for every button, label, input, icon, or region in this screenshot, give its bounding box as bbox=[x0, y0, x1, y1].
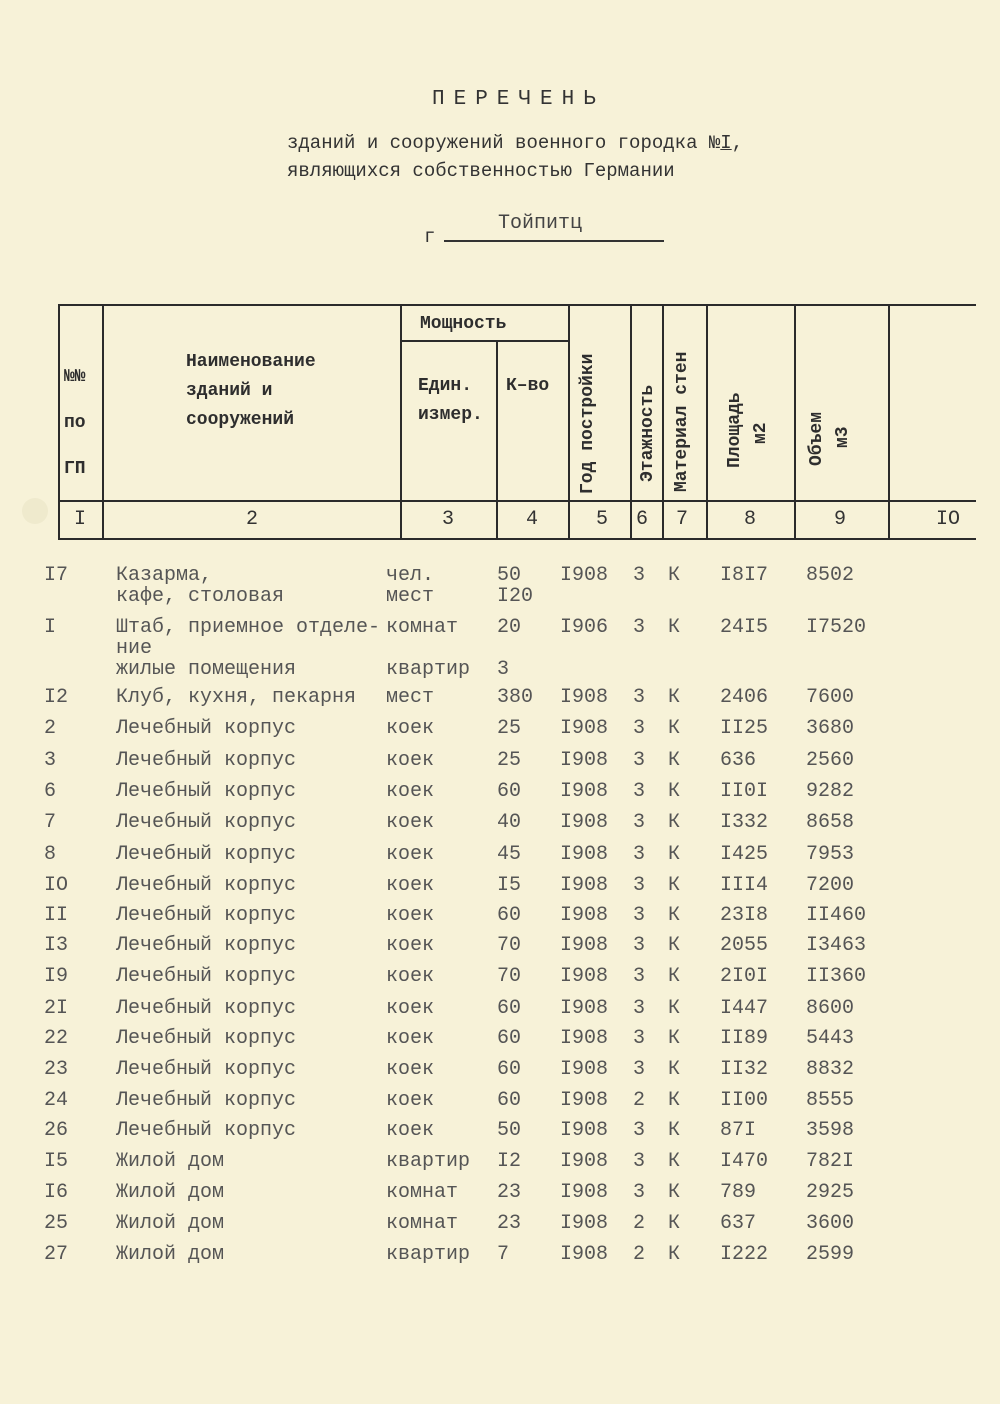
punch-hole bbox=[22, 498, 48, 524]
area-m2: I332 bbox=[720, 811, 769, 834]
volume-m3: II460 bbox=[806, 904, 867, 927]
building-name: Лечебный корпус bbox=[116, 997, 297, 1020]
area-m2: 2I0I bbox=[720, 965, 769, 988]
column-divider bbox=[706, 304, 708, 538]
year-built: I908 bbox=[560, 686, 609, 709]
volume-m3: 8555 bbox=[806, 1089, 855, 1112]
unit-of-measure: комнат bbox=[386, 1181, 459, 1204]
wall-material: К bbox=[668, 1212, 681, 1235]
row-number: 2 bbox=[44, 717, 57, 740]
unit-of-measure-continued: квартир bbox=[386, 658, 471, 681]
header-area-unit: м2 bbox=[751, 422, 771, 444]
area-m2: II25 bbox=[720, 717, 769, 740]
volume-m3: 8600 bbox=[806, 997, 855, 1020]
column-divider bbox=[888, 304, 890, 538]
unit-of-measure: коек bbox=[386, 1119, 435, 1142]
unit-of-measure: квартир bbox=[386, 1243, 471, 1266]
row-number: 27 bbox=[44, 1243, 69, 1266]
quantity: 60 bbox=[497, 997, 522, 1020]
floor-count: 3 bbox=[633, 1119, 646, 1142]
area-m2: II00 bbox=[720, 1089, 769, 1112]
area-m2: 24I5 bbox=[720, 616, 769, 639]
area-m2: II89 bbox=[720, 1027, 769, 1050]
row-number: 22 bbox=[44, 1027, 69, 1050]
area-m2: 789 bbox=[720, 1181, 757, 1204]
area-m2: 636 bbox=[720, 749, 757, 772]
column-divider bbox=[662, 304, 664, 538]
unit-of-measure: чел. bbox=[386, 564, 435, 587]
year-built: I908 bbox=[560, 1119, 609, 1142]
row-number: I3 bbox=[44, 934, 69, 957]
wall-material: К bbox=[668, 997, 681, 1020]
building-name-continued: жилые помещения bbox=[116, 658, 297, 681]
volume-m3: II360 bbox=[806, 965, 867, 988]
header-num-line: ГП bbox=[64, 459, 86, 479]
wall-material: К bbox=[668, 749, 681, 772]
quantity: 60 bbox=[497, 904, 522, 927]
unit-of-measure: коек bbox=[386, 780, 435, 803]
area-m2: III4 bbox=[720, 874, 769, 897]
volume-m3: 2560 bbox=[806, 749, 855, 772]
floor-count: 2 bbox=[633, 1212, 646, 1235]
header-unit-line: Един. bbox=[418, 376, 473, 396]
header-capacity: Мощность bbox=[420, 314, 507, 334]
building-name: Лечебный корпус bbox=[116, 874, 297, 897]
floor-count: 3 bbox=[633, 997, 646, 1020]
wall-material: К bbox=[668, 1150, 681, 1173]
row-number: I5 bbox=[44, 1150, 69, 1173]
row-number: 23 bbox=[44, 1058, 69, 1081]
volume-m3: 3600 bbox=[806, 1212, 855, 1235]
quantity: 23 bbox=[497, 1181, 522, 1204]
unit-of-measure: коек bbox=[386, 811, 435, 834]
header-unit-line: измер. bbox=[418, 405, 483, 425]
header-area bbox=[722, 392, 774, 468]
wall-material: К bbox=[668, 564, 681, 587]
wall-material: К bbox=[668, 843, 681, 866]
volume-m3: I3463 bbox=[806, 934, 867, 957]
quantity: 70 bbox=[497, 965, 522, 988]
unit-of-measure: коек bbox=[386, 904, 435, 927]
wall-material: К bbox=[668, 811, 681, 834]
year-built: I908 bbox=[560, 1150, 609, 1173]
year-built: I908 bbox=[560, 874, 609, 897]
header-volume bbox=[804, 412, 856, 466]
row-number: I2 bbox=[44, 686, 69, 709]
unit-of-measure: коек bbox=[386, 934, 435, 957]
column-divider bbox=[400, 304, 402, 538]
floor-count: 3 bbox=[633, 749, 646, 772]
quantity: 25 bbox=[497, 749, 522, 772]
row-number: IO bbox=[44, 874, 69, 897]
building-name: Жилой дом bbox=[116, 1181, 225, 1204]
volume-m3: 8658 bbox=[806, 811, 855, 834]
header-name-line: зданий и bbox=[186, 381, 273, 401]
column-number: I bbox=[74, 508, 87, 531]
volume-m3: 2599 bbox=[806, 1243, 855, 1266]
building-name-continued: ние bbox=[116, 637, 153, 660]
wall-material: К bbox=[668, 874, 681, 897]
building-name: Лечебный корпус bbox=[116, 717, 297, 740]
volume-m3: 8502 bbox=[806, 564, 855, 587]
column-number: 6 bbox=[636, 508, 649, 531]
quantity: 40 bbox=[497, 811, 522, 834]
unit-of-measure: коек bbox=[386, 1058, 435, 1081]
year-built: I908 bbox=[560, 904, 609, 927]
wall-material: К bbox=[668, 965, 681, 988]
quantity-continued: I20 bbox=[497, 585, 534, 608]
header-material: Материал стен bbox=[672, 351, 692, 492]
year-built: I908 bbox=[560, 1181, 609, 1204]
floor-count: 3 bbox=[633, 616, 646, 639]
header-area-line: Площадь bbox=[725, 392, 745, 468]
quantity: 60 bbox=[497, 780, 522, 803]
wall-material: К bbox=[668, 904, 681, 927]
header-name-line: сооружений bbox=[186, 410, 295, 430]
building-name: Лечебный корпус bbox=[116, 965, 297, 988]
building-name: Жилой дом bbox=[116, 1150, 225, 1173]
row-number: 7 bbox=[44, 811, 57, 834]
document-title: ПЕРЕЧЕНЬ bbox=[432, 88, 605, 111]
row-number: 26 bbox=[44, 1119, 69, 1142]
quantity: 23 bbox=[497, 1212, 522, 1235]
year-built: I908 bbox=[560, 1243, 609, 1266]
column-numbers-border bbox=[58, 538, 976, 540]
header-name bbox=[186, 348, 316, 435]
column-divider bbox=[794, 304, 796, 538]
unit-of-measure: коек bbox=[386, 749, 435, 772]
year-built: I908 bbox=[560, 1212, 609, 1235]
quantity: 20 bbox=[497, 616, 522, 639]
floor-count: 3 bbox=[633, 904, 646, 927]
building-name: Лечебный корпус bbox=[116, 780, 297, 803]
column-divider bbox=[568, 304, 570, 538]
quantity: I2 bbox=[497, 1150, 522, 1173]
area-m2: I222 bbox=[720, 1243, 769, 1266]
area-m2: 2055 bbox=[720, 934, 769, 957]
unit-of-measure: коек bbox=[386, 1089, 435, 1112]
year-built: I908 bbox=[560, 997, 609, 1020]
unit-of-measure: квартир bbox=[386, 1150, 471, 1173]
wall-material: К bbox=[668, 1058, 681, 1081]
volume-m3: 3598 bbox=[806, 1119, 855, 1142]
row-number: II bbox=[44, 904, 69, 927]
wall-material: К bbox=[668, 1027, 681, 1050]
row-number: I7 bbox=[44, 564, 69, 587]
row-number: I9 bbox=[44, 965, 69, 988]
floor-count: 2 bbox=[633, 1089, 646, 1112]
wall-material: К bbox=[668, 1243, 681, 1266]
quantity: 60 bbox=[497, 1058, 522, 1081]
subtitle-comma: , bbox=[731, 132, 744, 154]
unit-of-measure: коек bbox=[386, 1027, 435, 1050]
column-number: 9 bbox=[834, 508, 847, 531]
year-built: I908 bbox=[560, 780, 609, 803]
area-m2: 23I8 bbox=[720, 904, 769, 927]
area-m2: I8I7 bbox=[720, 564, 769, 587]
building-name: Казарма, bbox=[116, 564, 213, 587]
row-number: 24 bbox=[44, 1089, 69, 1112]
unit-of-measure: комнат bbox=[386, 1212, 459, 1235]
volume-m3: 7600 bbox=[806, 686, 855, 709]
row-number: 25 bbox=[44, 1212, 69, 1235]
volume-m3: 3680 bbox=[806, 717, 855, 740]
year-built: I908 bbox=[560, 811, 609, 834]
area-m2: 87I bbox=[720, 1119, 757, 1142]
header-num bbox=[64, 354, 86, 492]
column-divider bbox=[102, 304, 104, 538]
row-number: I bbox=[44, 616, 57, 639]
quantity: 45 bbox=[497, 843, 522, 866]
floor-count: 3 bbox=[633, 874, 646, 897]
year-built: I908 bbox=[560, 934, 609, 957]
building-name: Жилой дом bbox=[116, 1243, 225, 1266]
building-name: Лечебный корпус bbox=[116, 749, 297, 772]
building-name: Штаб, приемное отделе- bbox=[116, 616, 381, 639]
quantity: 70 bbox=[497, 934, 522, 957]
column-number: 8 bbox=[744, 508, 757, 531]
year-built: I906 bbox=[560, 616, 609, 639]
building-name: Клуб, кухня, пекарня bbox=[116, 686, 357, 709]
year-built: I908 bbox=[560, 564, 609, 587]
floor-count: 3 bbox=[633, 1027, 646, 1050]
quantity: 7 bbox=[497, 1243, 510, 1266]
column-number: 4 bbox=[526, 508, 539, 531]
floor-count: 3 bbox=[633, 811, 646, 834]
area-m2: I470 bbox=[720, 1150, 769, 1173]
year-built: I908 bbox=[560, 717, 609, 740]
column-number: IO bbox=[936, 508, 961, 531]
floor-count: 3 bbox=[633, 564, 646, 587]
wall-material: К bbox=[668, 616, 681, 639]
wall-material: К bbox=[668, 1181, 681, 1204]
volume-m3: 5443 bbox=[806, 1027, 855, 1050]
floor-count: 3 bbox=[633, 1150, 646, 1173]
header-bottom-border bbox=[58, 500, 976, 502]
unit-of-measure: коек bbox=[386, 874, 435, 897]
year-built: I908 bbox=[560, 965, 609, 988]
year-built: I908 bbox=[560, 843, 609, 866]
header-volume-line: Объем bbox=[807, 411, 827, 466]
floor-count: 3 bbox=[633, 843, 646, 866]
document-subtitle-line1 bbox=[287, 132, 743, 154]
table-top-border bbox=[58, 304, 976, 306]
column-divider bbox=[496, 340, 498, 538]
header-name-line: Наименование bbox=[186, 352, 316, 372]
unit-of-measure: коек bbox=[386, 965, 435, 988]
city-underline bbox=[444, 240, 664, 242]
document-subtitle-line2: являющихся собственностью Германии bbox=[287, 160, 675, 182]
area-m2: I447 bbox=[720, 997, 769, 1020]
building-name: Лечебный корпус bbox=[116, 843, 297, 866]
wall-material: К bbox=[668, 934, 681, 957]
year-built: I908 bbox=[560, 1027, 609, 1050]
column-number: 3 bbox=[442, 508, 455, 531]
floor-count: 3 bbox=[633, 780, 646, 803]
floor-count: 3 bbox=[633, 717, 646, 740]
volume-m3: 2925 bbox=[806, 1181, 855, 1204]
building-name: Лечебный корпус bbox=[116, 1027, 297, 1050]
building-name: Лечебный корпус bbox=[116, 904, 297, 927]
building-name: Жилой дом bbox=[116, 1212, 225, 1235]
unit-of-measure: коек bbox=[386, 843, 435, 866]
quantity: 50 bbox=[497, 1119, 522, 1142]
unit-of-measure: коек bbox=[386, 997, 435, 1020]
unit-of-measure: комнат bbox=[386, 616, 459, 639]
volume-m3: 782I bbox=[806, 1150, 855, 1173]
row-number: 3 bbox=[44, 749, 57, 772]
volume-m3: 9282 bbox=[806, 780, 855, 803]
area-m2: II32 bbox=[720, 1058, 769, 1081]
floor-count: 3 bbox=[633, 1181, 646, 1204]
unit-of-measure: мест bbox=[386, 686, 435, 709]
area-m2: 2406 bbox=[720, 686, 769, 709]
city-name: Тойпитц bbox=[498, 212, 583, 235]
building-name: Лечебный корпус bbox=[116, 1089, 297, 1112]
year-built: I908 bbox=[560, 1089, 609, 1112]
area-m2: 637 bbox=[720, 1212, 757, 1235]
building-name: Лечебный корпус bbox=[116, 811, 297, 834]
header-volume-unit: м3 bbox=[833, 426, 853, 448]
quantity: 25 bbox=[497, 717, 522, 740]
wall-material: К bbox=[668, 686, 681, 709]
building-name-continued: кафе, столовая bbox=[116, 585, 285, 608]
column-divider bbox=[58, 304, 60, 538]
floor-count: 3 bbox=[633, 1058, 646, 1081]
subtitle-text: зданий и сооружений военного городка № bbox=[287, 132, 721, 154]
floor-count: 3 bbox=[633, 686, 646, 709]
floor-count: 3 bbox=[633, 965, 646, 988]
quantity-continued: 3 bbox=[497, 658, 510, 681]
year-built: I908 bbox=[560, 749, 609, 772]
wall-material: К bbox=[668, 780, 681, 803]
wall-material: К bbox=[668, 1089, 681, 1112]
row-number: 8 bbox=[44, 843, 57, 866]
column-number: 7 bbox=[676, 508, 689, 531]
header-num-line: по bbox=[64, 413, 86, 433]
building-name: Лечебный корпус bbox=[116, 1119, 297, 1142]
quantity: 60 bbox=[497, 1027, 522, 1050]
header-floors: Этажность bbox=[638, 384, 658, 482]
volume-m3: I7520 bbox=[806, 616, 867, 639]
gorodok-number: I bbox=[720, 132, 732, 154]
volume-m3: 7953 bbox=[806, 843, 855, 866]
building-name: Лечебный корпус bbox=[116, 1058, 297, 1081]
column-number: 2 bbox=[246, 508, 259, 531]
wall-material: К bbox=[668, 717, 681, 740]
header-unit bbox=[418, 372, 483, 430]
quantity: I5 bbox=[497, 874, 522, 897]
area-m2: II0I bbox=[720, 780, 769, 803]
header-qty: К–во bbox=[506, 376, 550, 396]
column-number: 5 bbox=[596, 508, 609, 531]
column-divider bbox=[630, 304, 632, 538]
building-name: Лечебный корпус bbox=[116, 934, 297, 957]
quantity: 60 bbox=[497, 1089, 522, 1112]
unit-of-measure-continued: мест bbox=[386, 585, 435, 608]
floor-count: 2 bbox=[633, 1243, 646, 1266]
row-number: 6 bbox=[44, 780, 57, 803]
floor-count: 3 bbox=[633, 934, 646, 957]
unit-of-measure: коек bbox=[386, 717, 435, 740]
area-m2: I425 bbox=[720, 843, 769, 866]
row-number: 2I bbox=[44, 997, 69, 1020]
row-number: I6 bbox=[44, 1181, 69, 1204]
wall-material: К bbox=[668, 1119, 681, 1142]
volume-m3: 8832 bbox=[806, 1058, 855, 1081]
year-built: I908 bbox=[560, 1058, 609, 1081]
quantity: 50 bbox=[497, 564, 522, 587]
header-num-line: №№ bbox=[64, 367, 86, 387]
quantity: 380 bbox=[497, 686, 534, 709]
capacity-divider bbox=[402, 340, 568, 342]
city-prefix: г bbox=[424, 226, 436, 248]
header-year: Год постройки bbox=[578, 353, 598, 494]
volume-m3: 7200 bbox=[806, 874, 855, 897]
